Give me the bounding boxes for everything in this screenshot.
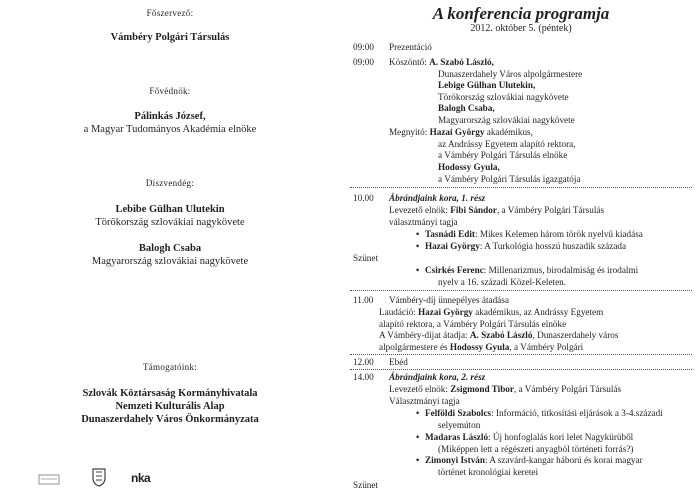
laudation-speaker: Hazai György xyxy=(418,307,473,317)
diszvendeg-heading: Díszvendég: xyxy=(145,178,195,188)
session1-chair xyxy=(389,205,604,217)
talk-6 xyxy=(425,455,643,467)
session1-chair-label: Levezető elnök: xyxy=(389,205,448,215)
sponsor-logo-2-crest-icon xyxy=(91,467,107,492)
greeting-label: Köszöntő: xyxy=(389,57,427,67)
session1-title: Ábrándjaink kora, 1. rész xyxy=(389,193,486,203)
time-4: 11.00 xyxy=(353,295,374,305)
sponsor-logo-3: nka xyxy=(131,471,151,485)
sponsor-1: Szlovák Köztársaság Kormányhivatala xyxy=(82,388,258,399)
laudation-label: Laudáció: xyxy=(379,307,416,317)
divider-4 xyxy=(350,369,692,370)
award-presenter2-name: Hodossy Gyula xyxy=(449,341,510,352)
left-column xyxy=(0,0,340,493)
time-5: 12.00 xyxy=(353,357,374,367)
greeting-speaker1: A. Szabó László, xyxy=(429,57,494,67)
sponsor-logo-1 xyxy=(38,473,60,492)
break-2: Szünet xyxy=(353,480,379,490)
opening-role2: a Vámbéry Polgári Társulás elnöke xyxy=(438,150,568,160)
tamogatoink-heading: Támogatóink: xyxy=(142,362,198,372)
session2-chair-label: Levezető elnök: xyxy=(389,384,448,394)
item-presentation: Prezentáció xyxy=(389,42,432,52)
laudation-role-cont: alapító rektora, a Vámbéry Polgári Társulás elnöke xyxy=(379,318,567,329)
greeting-line xyxy=(389,57,494,69)
guest1-role: Törökország szlovákiai nagykövete xyxy=(95,217,245,228)
award-presenter-label: A Vámbéry-díjat átadja: xyxy=(379,330,468,340)
talk-6-title: : A szavárd-kangar háború és korai magyar xyxy=(485,455,643,465)
talk-6-speaker: Zimonyi István xyxy=(425,455,485,465)
session2-chair-org: , a Vámbéry Polgári Társulás xyxy=(513,384,622,394)
talk-2 xyxy=(425,241,626,253)
talk-4 xyxy=(425,408,663,420)
talk-6-title-cont: történet kronológiai keretei xyxy=(438,466,539,477)
guest2-name: Balogh Csaba xyxy=(138,243,202,254)
talk-5 xyxy=(425,432,633,444)
program-title: A konferencia programja xyxy=(432,4,610,23)
opening-role1: az Andrássy Egyetem alapító rektora, xyxy=(438,138,576,149)
opening-title: akadémikus, xyxy=(486,127,533,137)
session2-chair xyxy=(389,384,621,396)
patron-name: Pálinkás József, xyxy=(134,111,206,122)
award-title: Vámbéry-díj ünnepélyes átadása xyxy=(389,295,509,305)
opening-label: Megnyitó: xyxy=(389,127,428,137)
time-2: 09:00 xyxy=(353,57,374,67)
talk-5-title: : Új honfoglalás kori lelet Nagykürüből xyxy=(488,432,634,442)
sponsor-3: Dunaszerdahely Város Önkormányzata xyxy=(81,414,259,425)
award-presenter-role: , Dunaszerdahely város xyxy=(532,330,619,340)
patron-role: a Magyar Tudományos Akadémia elnöke xyxy=(83,124,257,135)
talk-1 xyxy=(425,229,643,241)
divider-1 xyxy=(350,187,692,188)
talk-3-title: : Millenarizmus, birodalmiság és irodalmi xyxy=(483,265,639,275)
talk-1-title: : Mikes Kelemen három török nyelvű kiadása xyxy=(474,229,643,239)
session2-title: Ábrándjaink kora, 2. rész xyxy=(389,372,486,382)
talk-3-title-cont: nyelv a 16. századi Közel-Keleten. xyxy=(438,276,567,287)
talk-4-title: : Információ, titkosítási eljárások a 3-4.századi xyxy=(491,408,663,418)
session1-chair-org: , a Vámbéry Polgári Társulás xyxy=(496,205,605,215)
sponsor-2: Nemzeti Kulturális Alap xyxy=(115,401,225,412)
talk-4-title-cont: selyemúton xyxy=(438,419,481,430)
greeting-speaker3: Balogh Csaba, xyxy=(438,103,495,113)
foszervezo-heading: Főszervező: xyxy=(146,8,194,18)
talk-2-speaker: Hazai György xyxy=(425,241,480,251)
time-6: 14.00 xyxy=(353,372,374,382)
talk-5-speaker: Madaras László xyxy=(425,432,489,442)
opening-speaker2: Hodossy Gyula, xyxy=(438,162,500,172)
talk-2-title: : A Turkológia hosszú huszadik százada xyxy=(479,241,627,251)
greeting-role3: Magyarország szlovákiai nagykövete xyxy=(438,114,575,125)
lunch: Ebéd xyxy=(389,357,408,367)
organizer-name: Vámbéry Polgári Társulás xyxy=(110,32,230,43)
session2-chair-role: Választmányi tagja xyxy=(389,395,460,406)
talk-3-speaker: Csirkés Ferenc xyxy=(425,265,484,275)
opening-role3: a Vámbéry Polgári Társulás igazgatója xyxy=(438,174,581,184)
time-3: 10.00 xyxy=(353,193,374,203)
break-1: Szünet xyxy=(353,253,379,263)
talk-3 xyxy=(425,265,638,277)
award-presenter2-role: , a Vámbéry Polgári xyxy=(509,341,584,352)
guest2-role: Magyarország szlovákiai nagykövete xyxy=(91,256,249,267)
fovednok-heading: Fővédnök: xyxy=(149,86,191,96)
laudation-role: akadémikus, az Andrássy Egyetem xyxy=(475,307,604,317)
opening-line xyxy=(389,127,533,139)
award-presenter-role2: alpolgármestere és xyxy=(379,341,448,352)
award-presenter-name: A. Szabó László xyxy=(469,330,533,340)
award-presenter-line xyxy=(379,330,618,342)
time-1: 09:00 xyxy=(353,42,374,52)
session1-chair-role: választmányi tagja xyxy=(389,216,458,227)
guest1-name: Lebibe Gülhan Ulutekin xyxy=(115,204,225,215)
divider-2 xyxy=(350,290,692,291)
opening-speaker: Hazai György xyxy=(429,127,485,137)
divider-3 xyxy=(350,354,692,355)
greeting-role1: Dunaszerdahely Város alpolgármestere xyxy=(438,68,583,79)
session1-chair-name: Fibi Sándor xyxy=(450,205,497,215)
program-date: 2012. október 5. (péntek) xyxy=(470,23,572,34)
session2-chair-name: Zsigmond Tibor xyxy=(450,384,514,394)
talk-5-title-cont: (Miképpen lett a régészeti anyagból történeti forrás?) xyxy=(438,443,634,454)
award-presenter-line2 xyxy=(379,342,583,354)
laudation-line xyxy=(379,307,603,319)
greeting-role2: Törökország szlovákiai nagykövete xyxy=(438,91,569,102)
talk-4-speaker: Felföldi Szabolcs xyxy=(425,408,492,418)
talk-1-speaker: Tasnádi Edit xyxy=(425,229,475,239)
greeting-speaker2: Lebige Gülhan Ulutekin, xyxy=(438,80,536,90)
